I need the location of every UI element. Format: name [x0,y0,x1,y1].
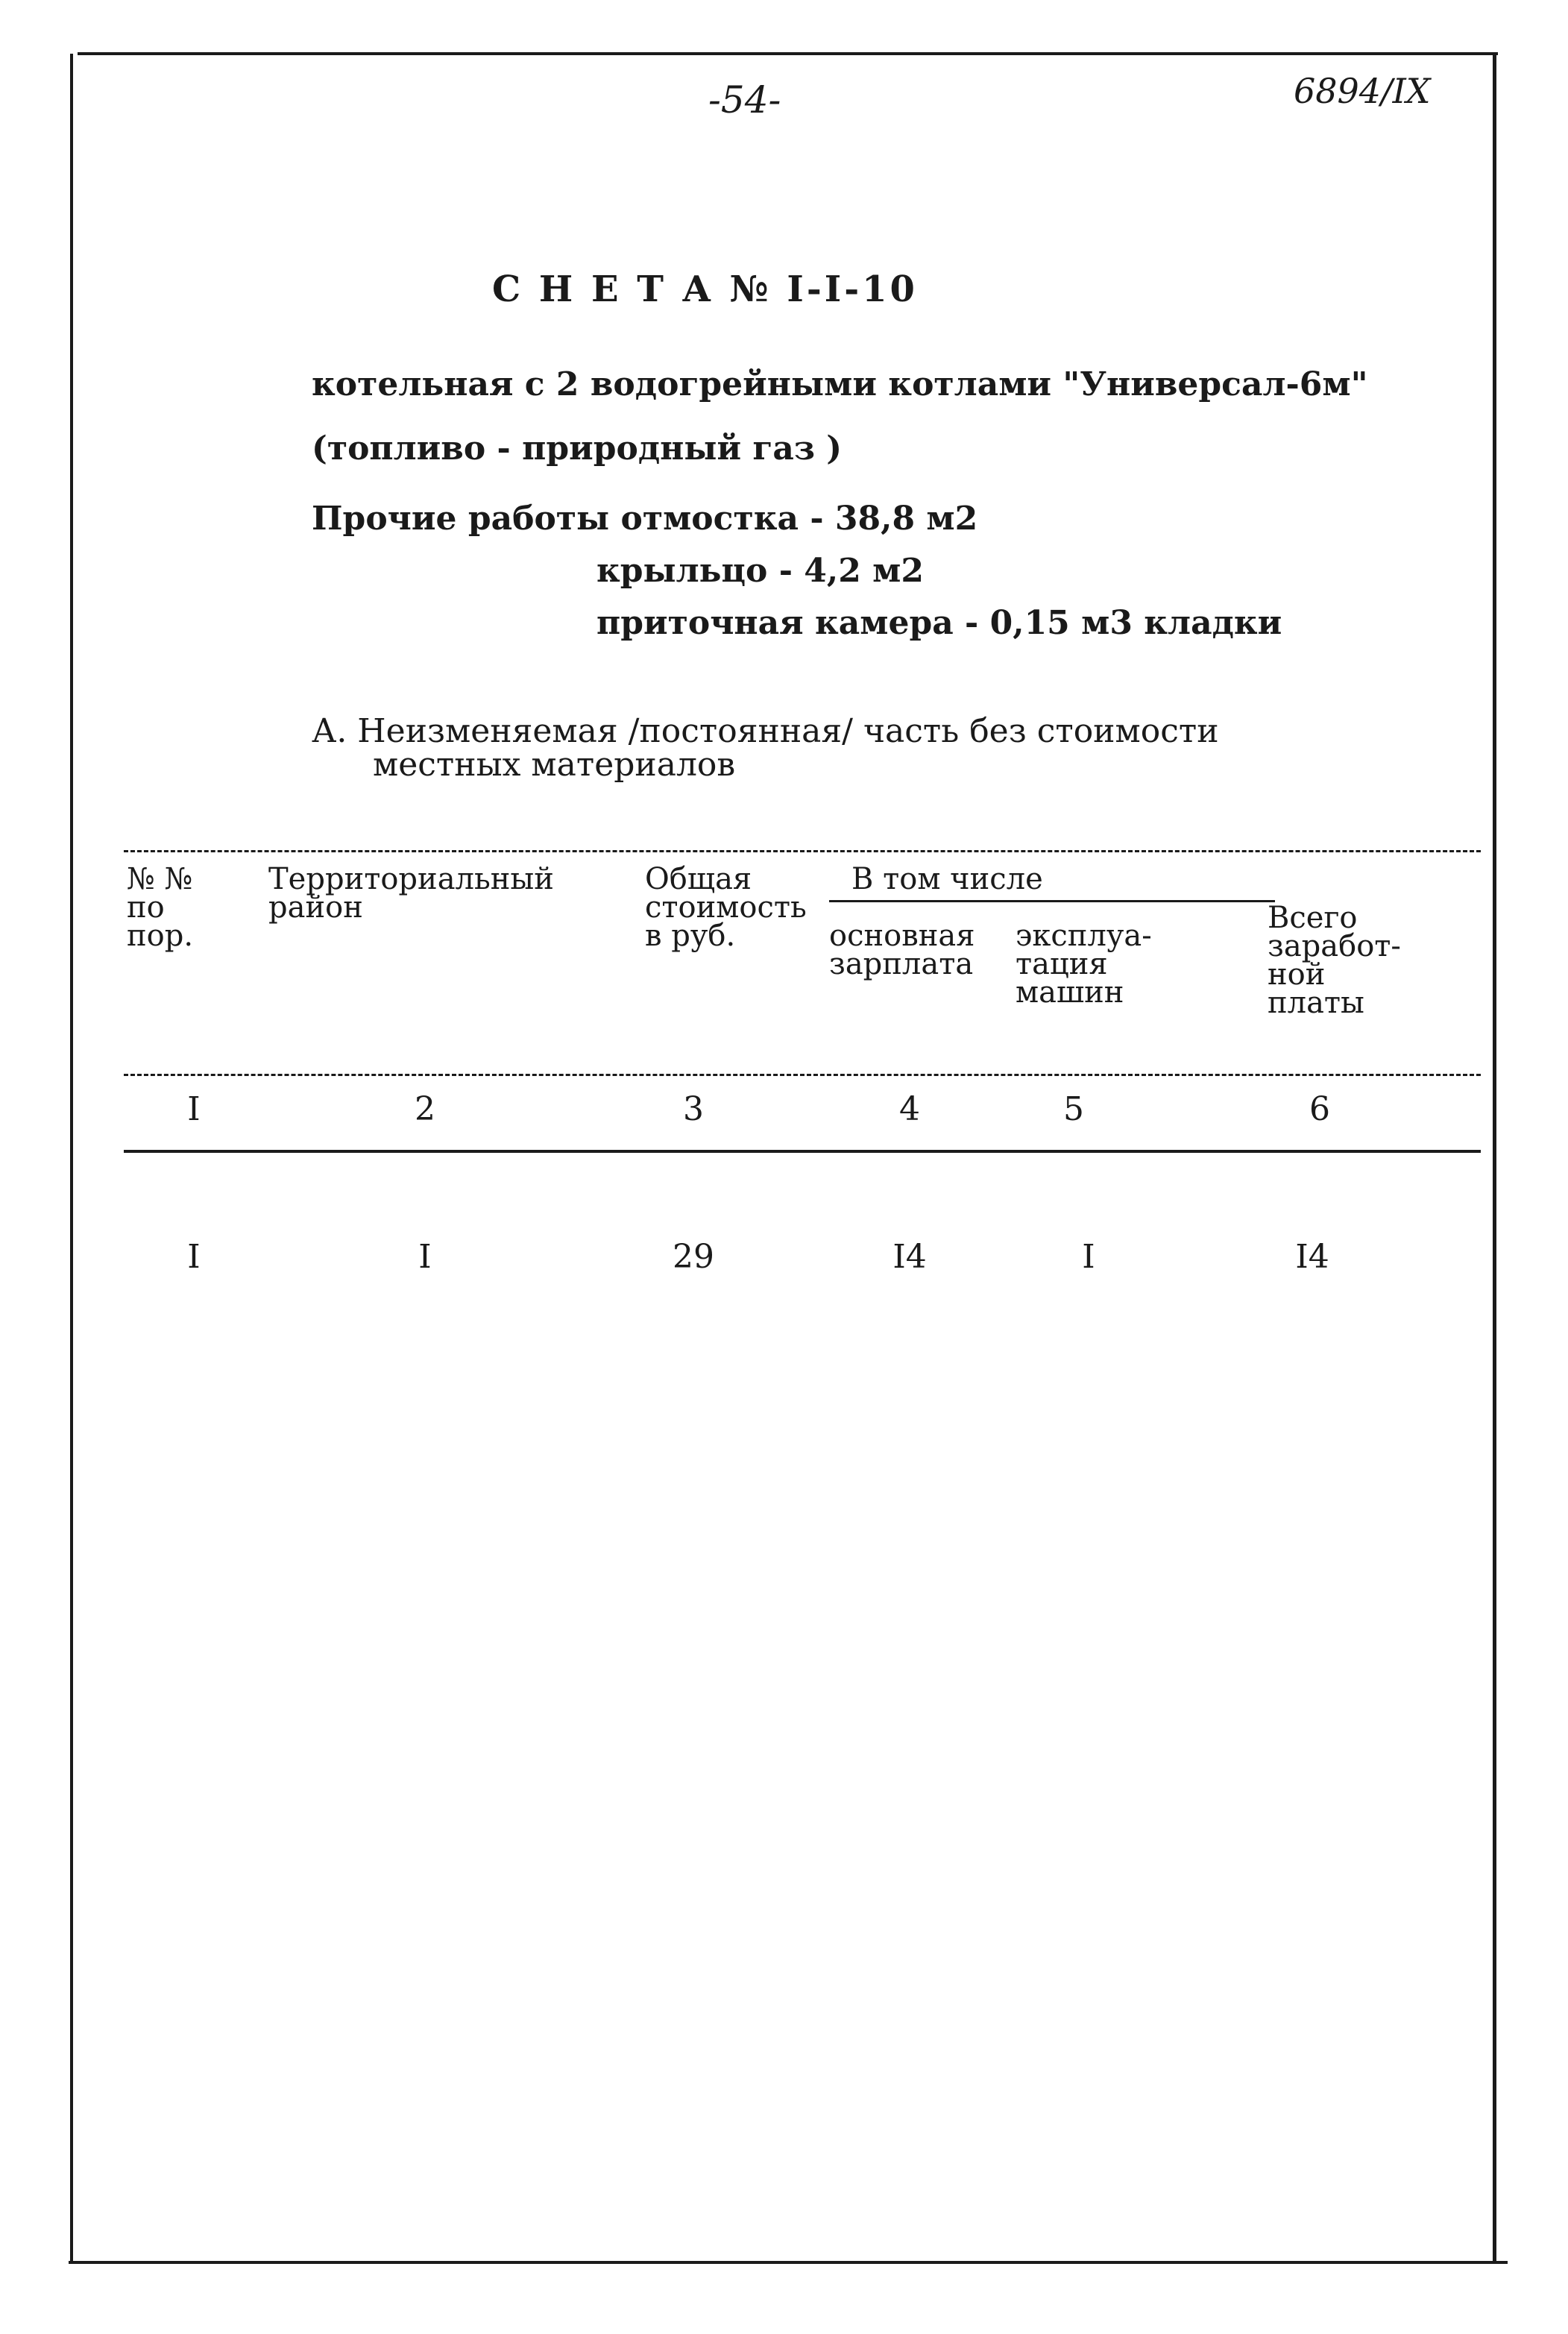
header-base-salary: основная зарплата [829,919,975,981]
group-underline [829,900,1275,902]
col-number-2: 2 [415,1090,435,1128]
table-top-rule [124,850,1481,852]
col-number-1: I [187,1090,201,1128]
header-machine-operation: эксплуа- тация машин [1016,919,1152,1010]
header-group-including: В том числе [851,862,1043,896]
cell-base-salary: I4 [892,1238,927,1276]
cell-row-number: I [187,1238,201,1276]
cell-total-cost: 29 [673,1238,714,1276]
col-number-4: 4 [899,1090,920,1128]
document-code: 6894/IX [1294,71,1431,111]
page-frame-top [78,52,1498,55]
page-number: -54- [708,78,781,122]
description-line-5: приточная камера - 0,15 м3 кладки [596,604,1282,642]
section-heading: А. Неизменяемая /постоянная/ часть без стоимости [312,712,1219,750]
column-numbers-rule [124,1150,1481,1153]
page-frame-right [1493,54,1496,2261]
header-bottom-rule [124,1074,1481,1076]
description-line-4: крыльцо - 4,2 м2 [596,552,924,590]
header-row-number: № № по пор. [127,862,194,953]
page-frame-bottom [69,2261,1508,2264]
description-line-3: Прочие работы отмостка - 38,8 м2 [312,500,978,538]
col-number-6: 6 [1309,1090,1330,1128]
estimate-title: С Н Е Т А № I-I-10 [492,268,918,310]
description-line-2: (топливо - природный газ ) [312,430,843,468]
section-heading-cont: местных материалов [373,746,736,784]
page-frame-left [70,54,73,2261]
col-number-3: 3 [683,1090,704,1128]
description-line-1: котельная с 2 водогрейными котлами "Универсал-6м" [312,365,1368,403]
cell-machine-operation: I [1082,1238,1095,1276]
header-total-cost: Общая стоимость в руб. [645,862,807,953]
cell-district: I [418,1238,432,1276]
col-number-5: 5 [1063,1090,1084,1128]
cell-total-wages: I4 [1295,1238,1329,1276]
header-territorial-district: Территориальный район [268,862,554,925]
header-total-wages: Всего заработ- ной платы [1268,901,1401,1020]
